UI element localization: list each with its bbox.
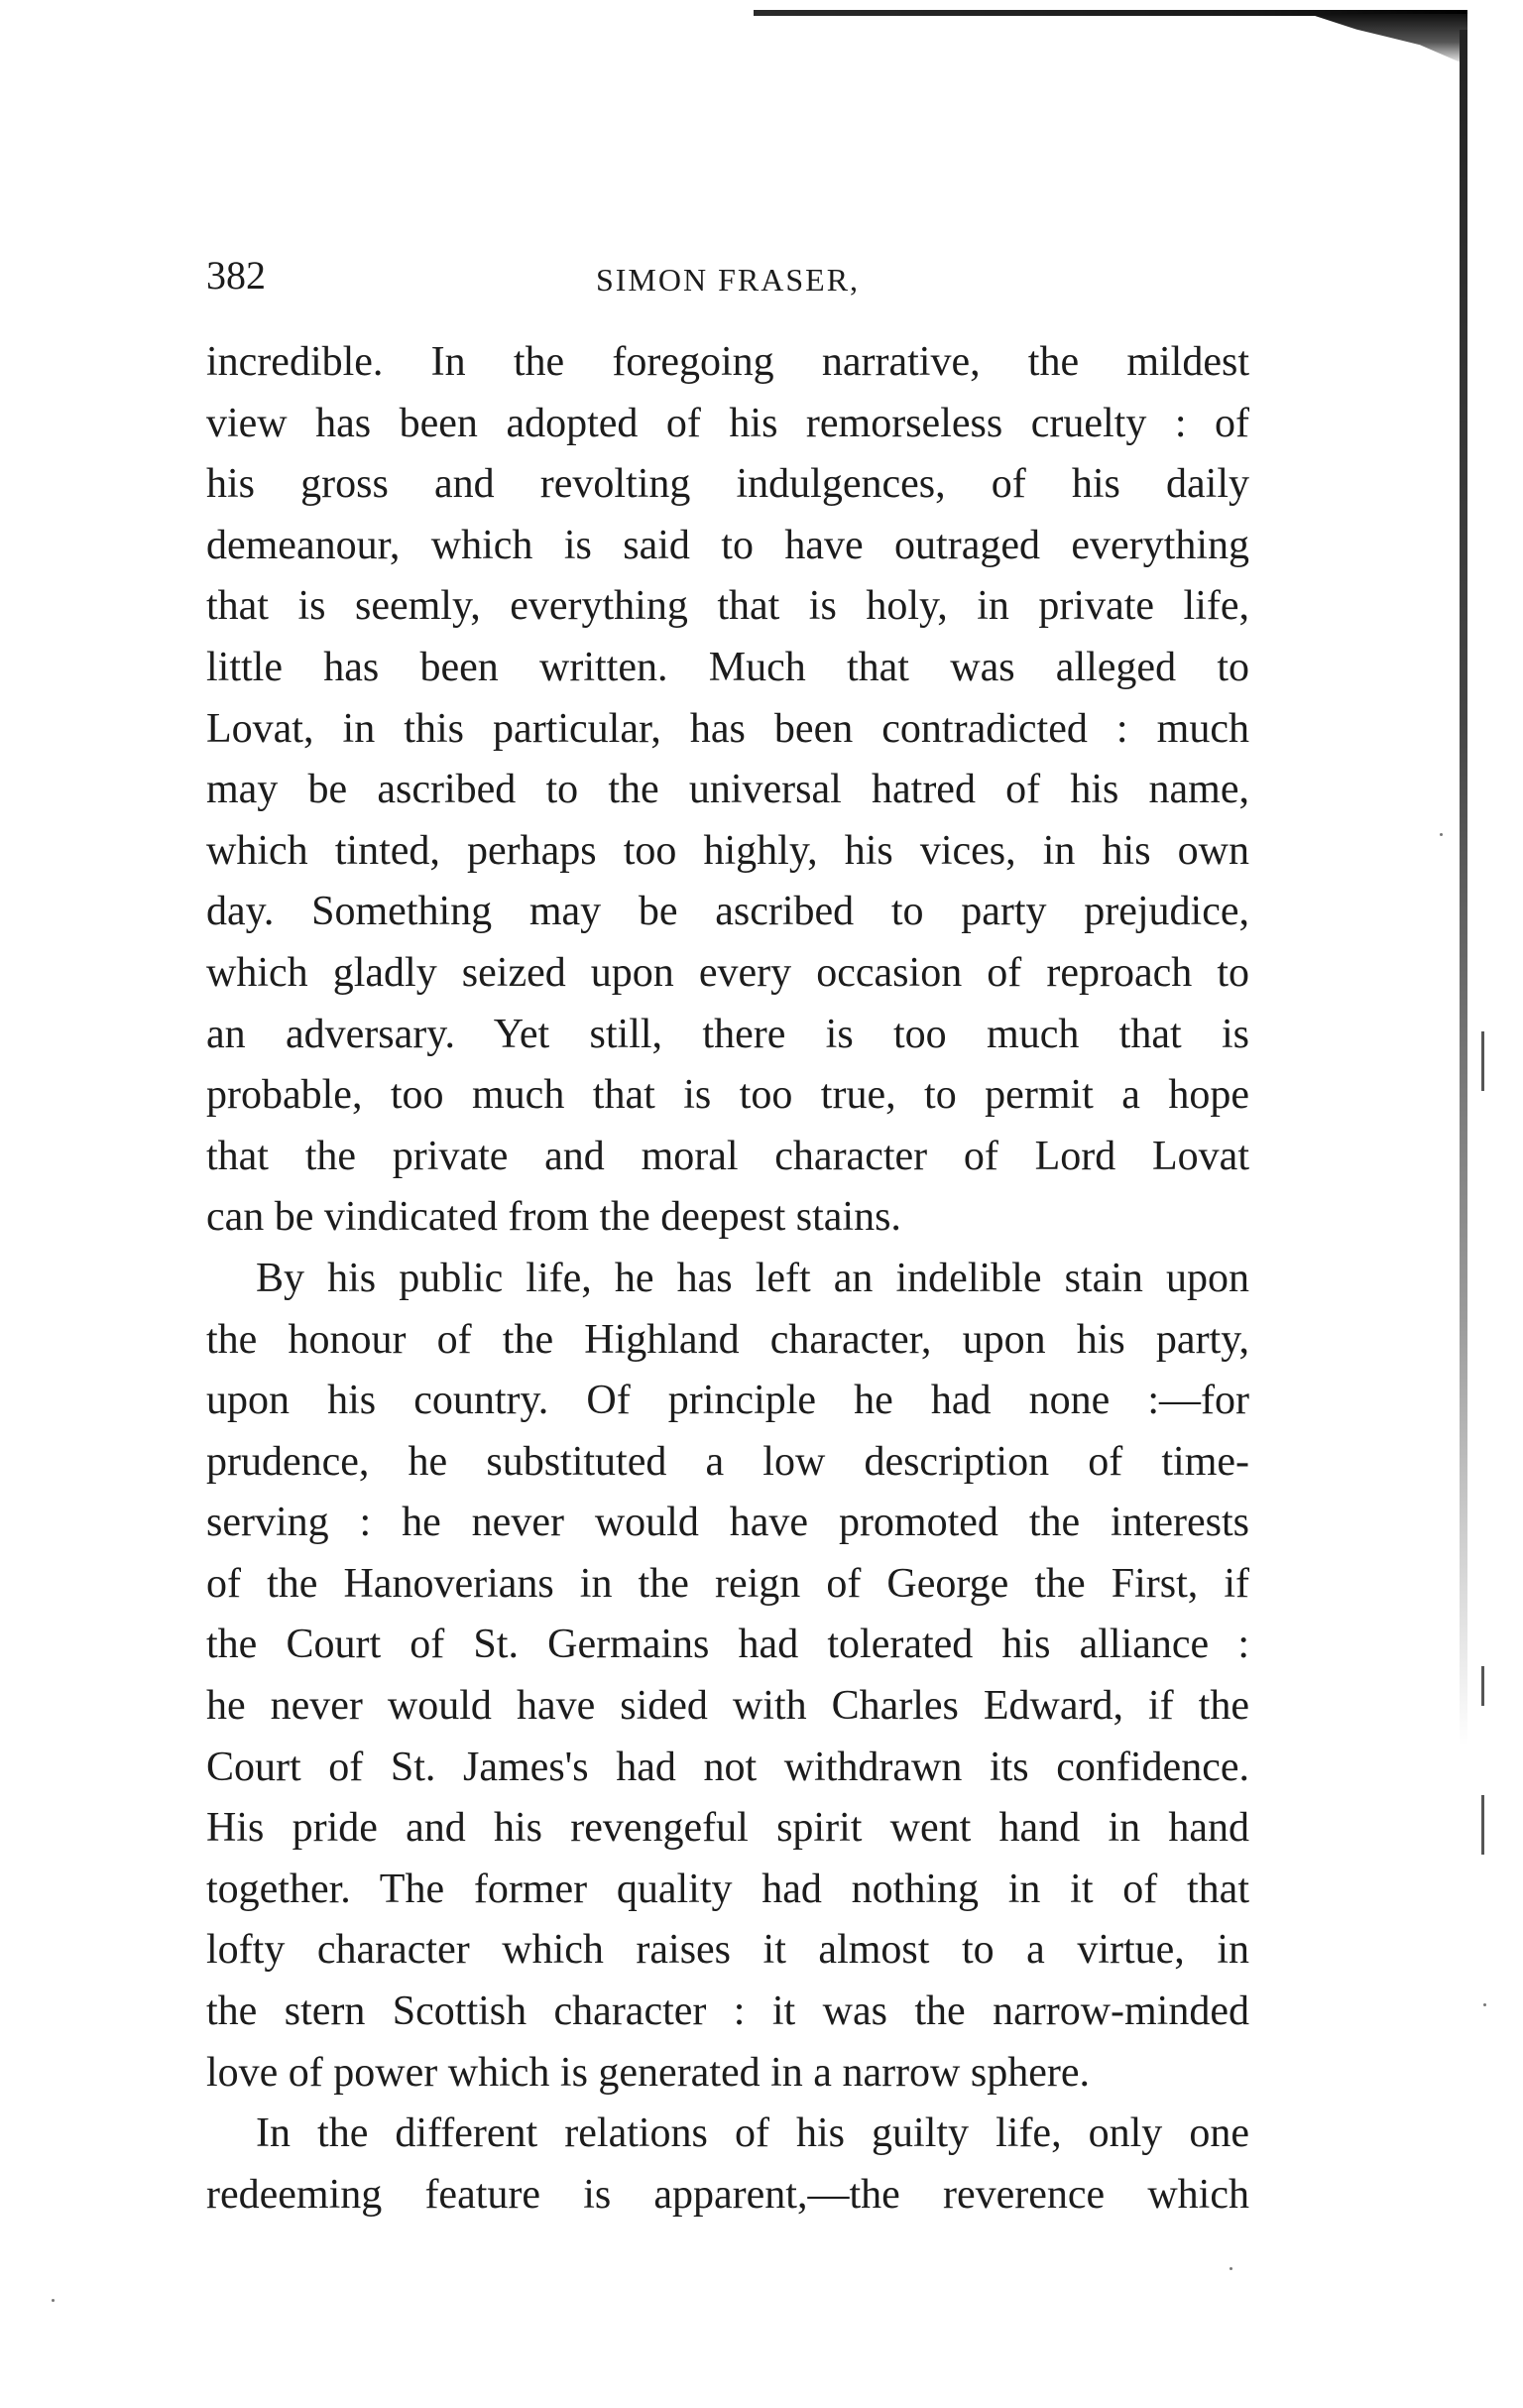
text-line: By his public life, he has left an indelible stain upon (256, 1255, 1249, 1301)
scan-border-corner (1309, 14, 1467, 65)
text-line: probable, too much that is too true, to permit a hope (206, 1072, 1249, 1119)
text-line: he never would have sided with Charles Edward, if the (206, 1683, 1249, 1730)
page-header (206, 248, 1249, 307)
text-line: the stern Scottish character : it was the narrow-minded (206, 1988, 1249, 2035)
text-line: may be ascribed to the universal hatred of his name, (206, 767, 1249, 813)
text-line: redeeming feature is apparent,—the reverence which (206, 2171, 1249, 2218)
text-line: upon his country. Of principle he had none :—for (206, 1378, 1249, 1424)
scan-edge-mark (1481, 1031, 1484, 1091)
running-title: SIMON FRASER, (595, 262, 861, 298)
text-line: an adversary. Yet still, there is too much that is (206, 1011, 1249, 1057)
text-line: view has been adopted of his remorseless cruelty : of (206, 400, 1249, 446)
text-line: that is seemly, everything that is holy, in private life, (206, 583, 1249, 630)
scan-speck (52, 2299, 55, 2302)
text-line: prudence, he substituted a low description of time- (206, 1438, 1249, 1485)
text-line: of the Hanoverians in the reign of George the First, if (206, 1560, 1249, 1607)
scan-edge-mark (1481, 1666, 1484, 1706)
text-line: little has been written. Much that was alleged to (206, 644, 1249, 690)
paragraph (206, 1249, 1249, 2104)
text-line: serving : he never would have promoted the interests (206, 1500, 1249, 1546)
text-line: that the private and moral character of Lord Lovat (206, 1133, 1249, 1179)
scan-speck (1483, 2003, 1486, 2006)
text-line: which gladly seized upon every occasion of reproach to (206, 949, 1249, 996)
text-line: the honour of the Highland character, upon his party, (206, 1316, 1249, 1363)
paragraph (206, 2104, 1249, 2226)
text-line: In the different relations of his guilty life, only one (256, 2110, 1249, 2157)
text-line: His pride and his revengeful spirit went hand in hand (206, 1805, 1249, 1852)
text-line: Lovat, in this particular, has been contradicted : much (206, 705, 1249, 752)
text-line: his gross and revolting indulgences, of his daily (206, 461, 1249, 508)
page-number: 382 (206, 253, 266, 298)
paragraph (206, 332, 1249, 1249)
text-line: together. The former quality had nothing in it of that (206, 1866, 1249, 1912)
text-line: demeanour, which is said to have outraged everything (206, 522, 1249, 568)
text-line: which tinted, perhaps too highly, his vices, in his own (206, 827, 1249, 874)
scan-edge-mark (1481, 1795, 1484, 1855)
text-line: the Court of St. Germains had tolerated his alliance : (206, 1622, 1249, 1668)
text-line: love of power which is generated in a narrow sphere. (206, 2049, 1091, 2096)
body-text (206, 332, 1249, 2226)
scan-border-right (1460, 30, 1467, 1746)
text-line: lofty character which raises it almost to a virtue, in (206, 1927, 1249, 1974)
text-line: incredible. In the foregoing narrative, the mildest (206, 339, 1249, 385)
text-line: day. Something may be ascribed to party prejudice, (206, 889, 1249, 935)
text-line: can be vindicated from the deepest stains. (206, 1194, 901, 1241)
scan-speck (1440, 833, 1443, 836)
scan-speck (1230, 2267, 1232, 2270)
text-line: Court of St. James's had not withdrawn its confidence. (206, 1744, 1249, 1790)
